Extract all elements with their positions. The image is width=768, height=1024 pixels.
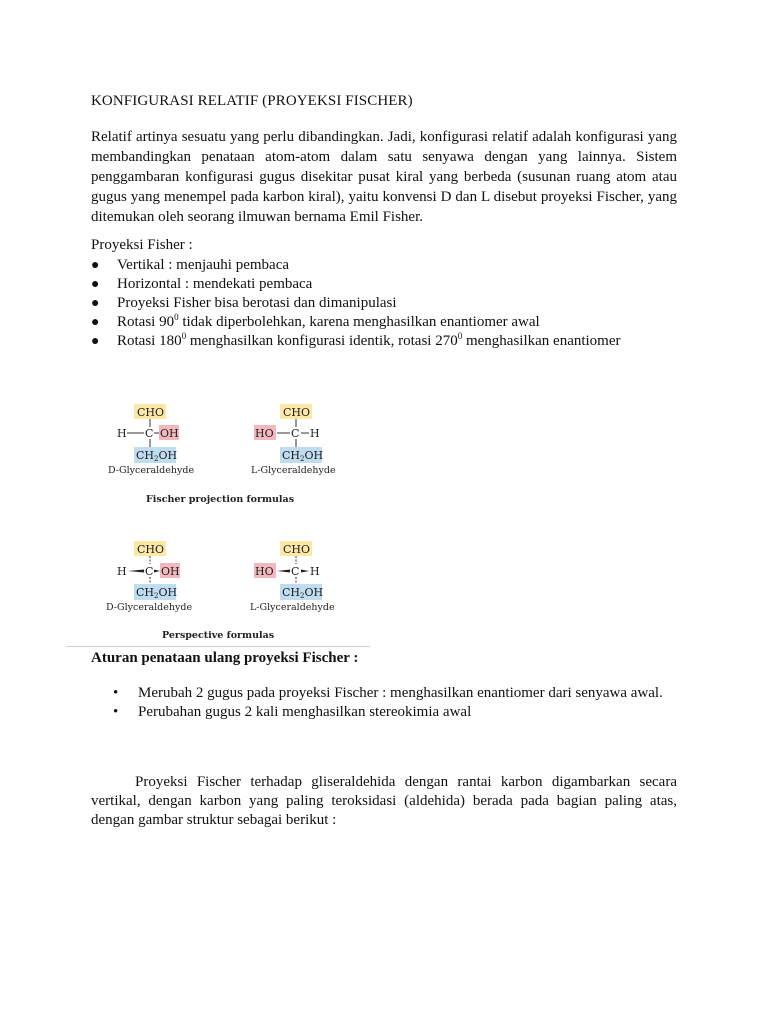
- l-glyceraldehyde-fischer: [251, 404, 336, 476]
- closing-paragraph: Proyeksi Fischer terhadap gliseraldehida dengan rantai karbon digambarkan secara vertikal, dengan karbon yang paling teroksidasi (aldehida) berada pada bagian paling atas, dengan gambar struktur sebagai berikut :: [91, 774, 677, 828]
- bullet-icon: ●: [91, 296, 100, 311]
- l-glyceraldehyde-label: L-Glyceraldehyde: [251, 465, 336, 476]
- list-item-text: tidak diperbolehkan, karena menghasilkan enantiomer awal: [178, 314, 540, 330]
- ch2oh-label: CH2OH: [282, 449, 324, 463]
- glyceraldehyde-figure: [66, 398, 370, 646]
- list-item-text: menghasilkan konfigurasi identik, rotasi 270: [186, 333, 458, 349]
- ch2oh-label: CH2OH: [136, 586, 178, 600]
- d-glyceraldehyde-label: D-Glyceraldehyde: [106, 602, 193, 613]
- bullet-icon: ●: [91, 334, 100, 349]
- cho-label: CHO: [137, 543, 165, 556]
- list-item-text: Vertikal : menjauhi pembaca: [117, 257, 290, 273]
- list-item-text: Perubahan gugus 2 kali menghasilkan stereokimia awal: [138, 704, 472, 720]
- bullet-icon: ●: [91, 277, 100, 292]
- h-label: H: [310, 427, 320, 440]
- perspective-caption: Perspective formulas: [162, 630, 275, 641]
- degree-superscript: 0: [181, 331, 187, 341]
- fisher-bullet-list: [91, 256, 691, 351]
- carbon-label: C: [145, 565, 154, 578]
- l-glyceraldehyde-perspective: [250, 541, 335, 613]
- degree-superscript: 0: [457, 331, 463, 341]
- list-item-text: Horizontal : mendekati pembaca: [117, 276, 313, 292]
- rules-heading: Aturan penataan ulang proyeksi Fischer :: [91, 650, 359, 666]
- l-glyceraldehyde-label: L-Glyceraldehyde: [250, 602, 335, 613]
- figure-divider: [66, 646, 370, 647]
- carbon-label: C: [145, 427, 154, 440]
- rules-list: [113, 684, 713, 722]
- carbon-label: C: [291, 565, 300, 578]
- list-heading: Proyeksi Fisher :: [91, 237, 193, 253]
- page-title: KONFIGURASI RELATIF (PROYEKSI FISCHER): [91, 93, 413, 109]
- list-item-text: Proyeksi Fisher bisa berotasi dan dimanipulasi: [117, 295, 397, 311]
- list-item: [91, 313, 691, 332]
- d-glyceraldehyde-fischer: [108, 404, 194, 476]
- list-item-text: Rotasi 90: [117, 314, 175, 330]
- oh-label: OH: [161, 565, 180, 578]
- bullet-icon: •: [113, 704, 119, 720]
- ch2oh-label: CH2OH: [136, 449, 178, 463]
- list-item: [91, 256, 691, 275]
- list-item: [113, 703, 713, 722]
- cho-label: CHO: [283, 543, 311, 556]
- list-item: [91, 332, 691, 351]
- list-item: [91, 275, 691, 294]
- ho-label: HO: [255, 427, 274, 440]
- degree-superscript: 0: [174, 312, 179, 322]
- intro-paragraph: Relatif artinya sesuatu yang perlu dibandingkan. Jadi, konfigurasi relatif adalah konfigurasi yang membandingkan penataan atom-atom dalam satu senyawa dengan yang lainnya. Sistem penggambaran konfigurasi gugus disekitar pusat kiral yang berbeda (susunan ruang atom atau gugus yang menempel pada karbon kiral), yaitu konvensi D dan L disebut proyeksi Fischer, yang ditemukan oleh seorang ilmuwan bernama Emil Fisher.: [91, 129, 677, 225]
- d-glyceraldehyde-perspective: [106, 541, 192, 613]
- list-item-text: Merubah 2 gugus pada proyeksi Fischer : menghasilkan enantiomer dari senyawa awal.: [138, 685, 663, 701]
- fischer-caption: Fischer projection formulas: [146, 494, 295, 505]
- d-glyceraldehyde-label: D-Glyceraldehyde: [108, 465, 195, 476]
- bullet-icon: •: [113, 685, 119, 701]
- carbon-label: C: [291, 427, 300, 440]
- list-item-text: menghasilkan enantiomer: [462, 333, 621, 349]
- h-label: H: [117, 565, 127, 578]
- ho-label: HO: [255, 565, 274, 578]
- bullet-icon: ●: [91, 258, 100, 273]
- bullet-icon: ●: [91, 315, 100, 330]
- h-label: H: [117, 427, 127, 440]
- ch2oh-label: CH2OH: [282, 586, 324, 600]
- h-label: H: [310, 565, 320, 578]
- cho-label: CHO: [283, 406, 311, 419]
- list-item: [113, 684, 713, 703]
- list-item: [91, 294, 691, 313]
- cho-label: CHO: [137, 406, 165, 419]
- oh-label: OH: [160, 427, 179, 440]
- list-item-text: Rotasi 180: [117, 333, 182, 349]
